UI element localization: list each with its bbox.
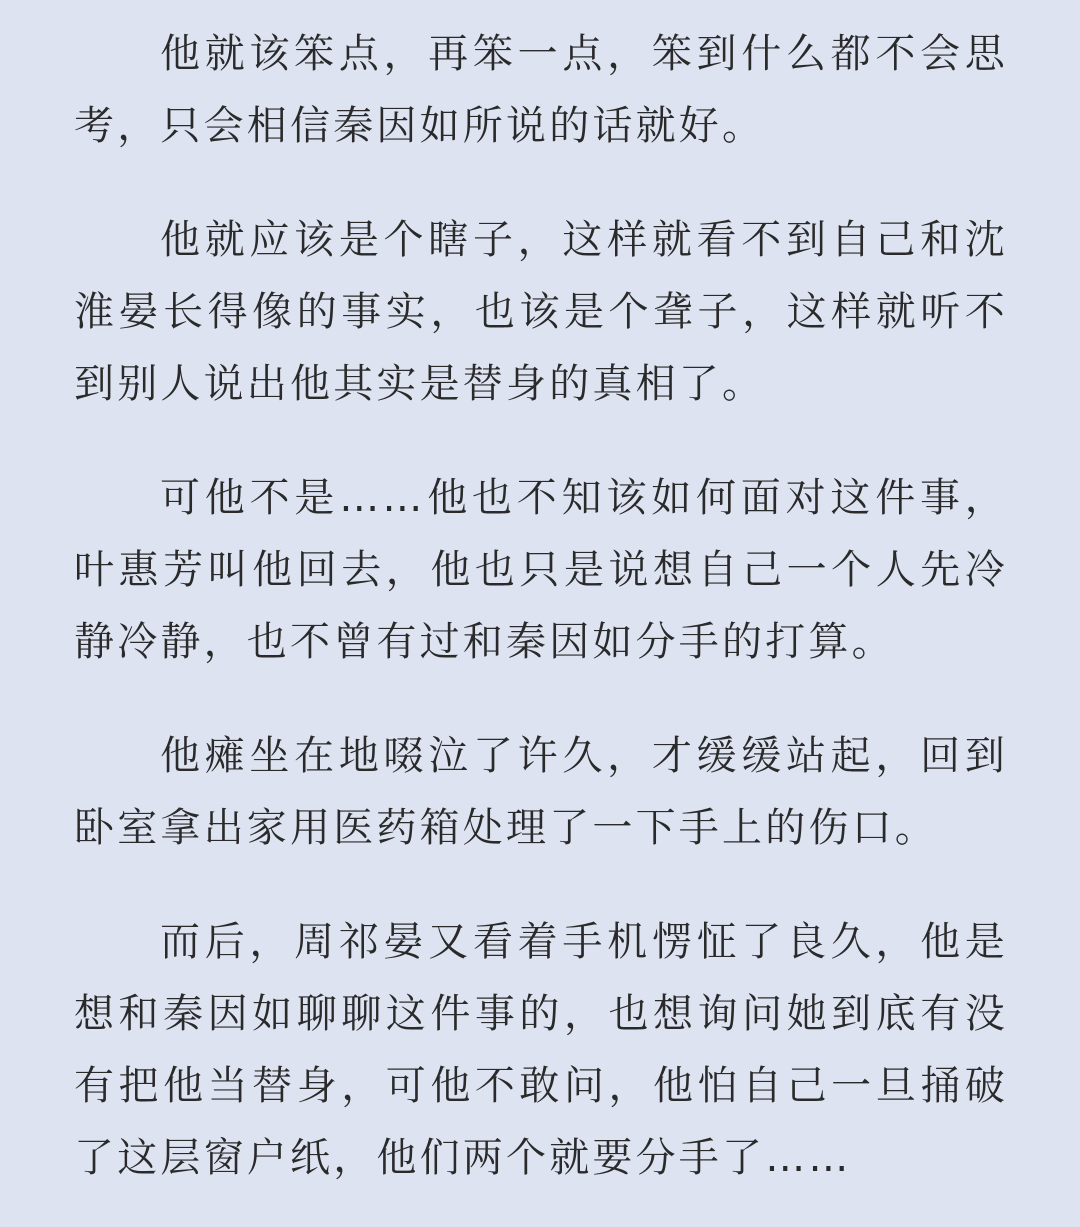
story-paragraph-5: 而后，周祁晏又看着手机愣怔了良久，他是想和秦因如聊聊这件事的，也想询问她到底有没有把他当替身，可他不敢问，他怕自己一旦捅破了这层窗户纸，他们两个就要分手了…… xyxy=(74,919,1008,1181)
story-paragraph-2: 他就应该是个瞎子，这样就看不到自己和沈淮晏长得像的事实，也该是个聋子，这样就听不到别人说出他其实是替身的真相了。 xyxy=(74,217,1008,407)
story-paragraph-3: 可他不是……他也不知该如何面对这件事，叶惠芳叫他回去，他也只是说想自己一个人先冷静冷静，也不曾有过和秦因如分手的打算。 xyxy=(74,475,1008,665)
story-paragraph-1: 他就该笨点，再笨一点，笨到什么都不会思考，只会相信秦因如所说的话就好。 xyxy=(74,31,1008,149)
story-paragraph-4: 他瘫坐在地啜泣了许久，才缓缓站起，回到卧室拿出家用医药箱处理了一下手上的伤口。 xyxy=(74,733,1008,851)
